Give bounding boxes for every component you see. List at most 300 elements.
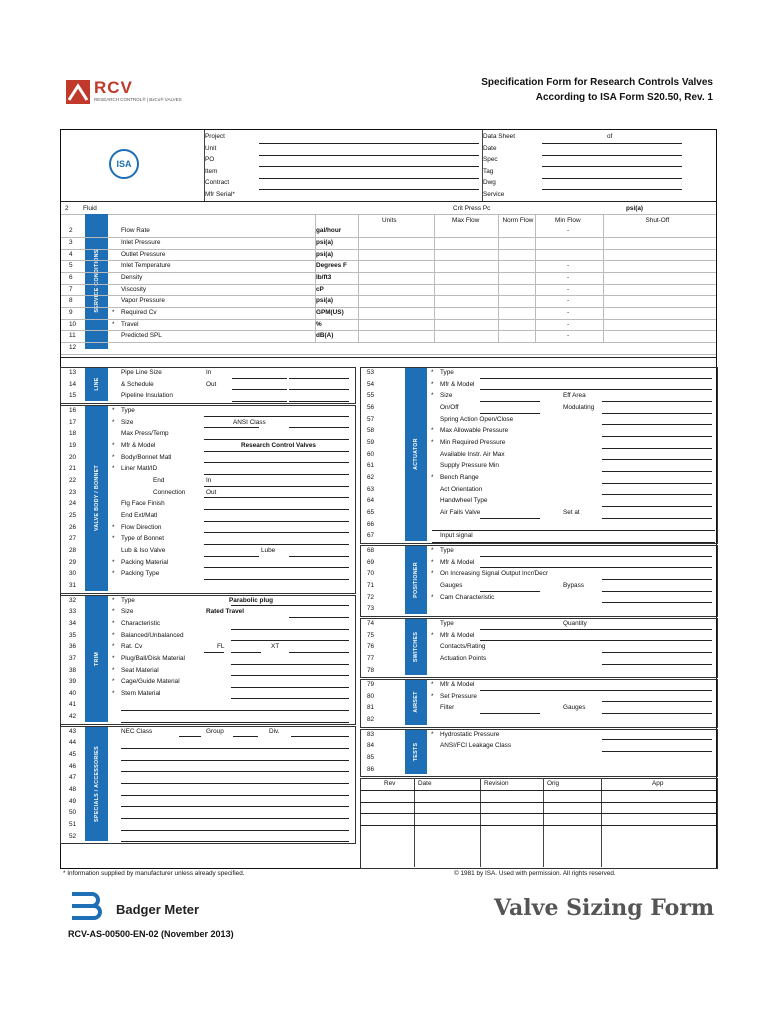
fill-line[interactable] <box>121 760 349 761</box>
shutoff-value: - <box>567 285 570 293</box>
fill-line[interactable] <box>231 652 261 653</box>
header-field-line[interactable] <box>259 189 479 190</box>
fill-line[interactable] <box>480 591 540 592</box>
row-number: 7 <box>69 285 73 293</box>
body-row-label: Type of Bonnet <box>121 535 164 543</box>
positioner-row-label: Mfr & Model <box>440 558 475 566</box>
row-number: 66 <box>367 520 375 528</box>
fill-line[interactable] <box>602 579 712 580</box>
revision-column-header: Revision <box>484 780 509 788</box>
specials-section-label: SPECIALS / ACCESSORIES <box>93 746 100 823</box>
fill-line[interactable] <box>121 748 349 749</box>
divider <box>434 214 435 342</box>
revision-column-header: App <box>652 780 664 788</box>
row-number: 53 <box>367 369 375 376</box>
row-number: 13 <box>69 369 77 376</box>
fill-line[interactable] <box>480 567 712 568</box>
fill-line[interactable] <box>432 530 715 531</box>
switches-row-label: Type <box>440 619 454 627</box>
service-row-label: Travel <box>121 320 139 328</box>
positioner-row-label: Cam Characteristic <box>440 593 495 601</box>
rcv-logo <box>66 78 186 106</box>
row-number: 49 <box>69 797 77 805</box>
of-label: of <box>607 133 613 140</box>
row-number: 75 <box>367 631 375 639</box>
manufacturer-asterisk: * <box>431 631 434 639</box>
fill-line[interactable] <box>121 841 349 842</box>
line-row-label: Pipe Line Size <box>121 369 162 376</box>
row-number: 31 <box>69 581 77 589</box>
fill-line[interactable] <box>602 506 712 507</box>
fill-line[interactable] <box>204 556 259 557</box>
header-field-line[interactable] <box>542 166 682 167</box>
fill-line[interactable] <box>602 751 712 752</box>
row-line[interactable] <box>61 342 716 343</box>
header-field-line[interactable] <box>542 143 682 144</box>
manufacturer-asterisk: * <box>112 465 115 473</box>
shutoff-value: - <box>567 332 570 340</box>
body-row-label: Size <box>121 418 134 426</box>
body-row-sublabel: In <box>206 476 212 484</box>
shutoff-value: - <box>567 273 570 281</box>
row-number: 65 <box>367 508 375 516</box>
fill-line[interactable] <box>602 664 712 665</box>
manufacturer-asterisk: * <box>112 418 115 426</box>
row-line[interactable] <box>61 307 716 308</box>
rcv-logo-subtext: RESEARCH CONTROL® | BxCo® VALVES <box>94 97 182 102</box>
manufacturer-asterisk: * <box>431 593 434 601</box>
row-number: 15 <box>69 392 77 400</box>
row-number: 12 <box>69 343 77 351</box>
header-field-line[interactable] <box>259 178 479 179</box>
service-row-unit: % <box>316 320 322 328</box>
positioner-section-label: POSITIONER <box>413 562 419 598</box>
manufacturer-asterisk: * <box>112 558 115 566</box>
rcv-logo-mark-icon <box>66 80 90 104</box>
row-number: 29 <box>69 558 77 566</box>
service-row-label: Outlet Pressure <box>121 250 166 258</box>
header-divider[interactable] <box>61 201 716 202</box>
fill-line[interactable] <box>289 617 349 618</box>
fill-line[interactable] <box>289 556 349 557</box>
trim-row-label: Stem Material <box>121 689 161 697</box>
fill-line[interactable] <box>204 567 349 568</box>
trim-row-label: Characteristic <box>121 619 161 627</box>
manufacturer-asterisk: * <box>431 546 434 554</box>
shutoff-value: - <box>567 262 570 270</box>
header-field-line[interactable] <box>259 155 479 156</box>
row-number: 86 <box>367 765 375 773</box>
switches-row-label: Contacts/Rating <box>440 643 486 651</box>
fill-line[interactable] <box>231 687 349 688</box>
body-section-label: VALVE BODY / BONNET <box>93 465 100 532</box>
fill-line[interactable] <box>121 783 349 784</box>
body-row-label: Packing Type <box>121 570 160 578</box>
fill-line[interactable] <box>480 640 712 641</box>
row-number: 20 <box>69 453 77 461</box>
row-number: 45 <box>69 751 77 759</box>
service-row-label: Viscosity <box>121 285 147 293</box>
fill-line[interactable] <box>289 427 349 428</box>
revision-row-line[interactable] <box>360 813 716 814</box>
header-field-label: Contract <box>205 179 230 186</box>
actuator-row-label: Act Orientation <box>440 485 483 493</box>
fill-line[interactable] <box>602 494 712 495</box>
row-number: 25 <box>69 511 77 519</box>
shutoff-value: - <box>567 227 570 235</box>
fill-line[interactable] <box>602 701 712 702</box>
airset-row-label: Set Pressure <box>440 692 477 700</box>
divider <box>543 778 544 867</box>
divider <box>204 130 205 201</box>
row-number: 3 <box>69 238 73 246</box>
row-number: 8 <box>69 297 73 305</box>
actuator-row-sublabel: Modulating <box>563 403 595 411</box>
divider <box>498 214 499 342</box>
row-line[interactable] <box>61 330 716 331</box>
row-line[interactable] <box>61 214 716 215</box>
line-row-sublabel: Out <box>206 380 217 388</box>
row-number: 17 <box>69 418 77 426</box>
revision-column-header: Rev <box>384 780 396 788</box>
specials-section <box>85 727 108 842</box>
fill-line[interactable] <box>480 401 540 402</box>
body-row-label: Max Press/Temp <box>121 430 169 438</box>
fill-line[interactable] <box>602 413 712 414</box>
row-number: 2 <box>65 205 69 212</box>
header-field-label: PO <box>205 156 215 163</box>
row-line[interactable] <box>61 295 716 296</box>
row-line[interactable] <box>61 249 716 250</box>
body-row-label: Body/Bonnet Matl <box>121 453 172 461</box>
div-label: Div. <box>269 727 280 735</box>
service-row-unit: psi(a) <box>316 238 334 246</box>
fill-line[interactable] <box>480 556 712 557</box>
fill-line[interactable] <box>602 602 712 603</box>
body-row-sublabel: Out <box>206 488 217 496</box>
switches-section-label: SWITCHES <box>413 631 419 663</box>
fill-line[interactable] <box>480 713 540 714</box>
row-number: 68 <box>367 546 375 554</box>
switches-row-label: Actuation Points <box>440 654 487 662</box>
service-row-label: Inlet Pressure <box>121 238 161 246</box>
row-number: 57 <box>367 415 375 423</box>
positioner-row-label: Gauges <box>440 581 463 589</box>
service-row-label: Inlet Temperature <box>121 262 171 270</box>
tests-section-label: TESTS <box>413 742 419 762</box>
row-number: 33 <box>69 608 77 616</box>
row-number: 81 <box>367 704 375 712</box>
fill-line[interactable] <box>231 640 349 641</box>
section-divider[interactable] <box>61 357 716 358</box>
manufacturer-asterisk: * <box>431 392 434 400</box>
manufacturer-asterisk: * <box>112 596 115 604</box>
manufacturer-asterisk: * <box>112 689 115 697</box>
service-row-unit: GPM(US) <box>316 308 344 316</box>
manufacturer-asterisk: * <box>112 678 115 686</box>
manufacturer-asterisk: * <box>112 535 115 543</box>
positioner-row-label: On Increasing Signal Output Incr/Decr <box>440 570 548 578</box>
header-field-label: Spec <box>483 156 498 163</box>
body-row-label: Liner Matl/ID <box>121 465 158 473</box>
revision-row-line[interactable] <box>360 802 716 803</box>
service-row-label: Vapor Pressure <box>121 297 165 305</box>
manufacturer-asterisk: * <box>112 643 115 651</box>
trim-row-label: Size <box>121 608 134 616</box>
fill-line[interactable] <box>432 542 715 543</box>
row-number: 30 <box>69 570 77 578</box>
copyright: © 1981 by ISA. Used with permission. All rights reserved. <box>454 870 616 877</box>
fill-line[interactable] <box>602 739 712 740</box>
service-conditions-section <box>85 214 108 349</box>
trim-row-label: Rat. Cv <box>121 643 143 651</box>
fill-line[interactable] <box>291 736 349 737</box>
fill-line[interactable] <box>233 736 258 737</box>
fill-line[interactable] <box>204 462 349 463</box>
fill-line[interactable] <box>602 471 712 472</box>
tests-section <box>405 730 427 775</box>
row-number: 41 <box>69 701 77 709</box>
form-title: Valve Sizing Form <box>494 895 715 921</box>
body-row-label: Mfr & Model <box>121 441 156 449</box>
actuator-row-label: Type <box>440 369 454 376</box>
manufacturer-asterisk: * <box>112 619 115 627</box>
revision-row-line[interactable] <box>360 790 716 791</box>
fill-line[interactable] <box>231 675 349 676</box>
actuator-row-label: Spring Action Open/Close <box>440 415 514 423</box>
line-row-sublabel: In <box>206 369 212 376</box>
fill-line[interactable] <box>231 629 349 630</box>
fill-line[interactable] <box>204 544 349 545</box>
service-conditions-section-label: SERVICE CONDITIONS <box>93 249 100 313</box>
body-row-label: Lub & Iso Valve <box>121 546 166 554</box>
trim-row-label: Type <box>121 596 135 604</box>
fill-line[interactable] <box>480 378 712 379</box>
fill-line[interactable] <box>480 413 540 414</box>
fill-line[interactable] <box>232 389 287 390</box>
fill-line[interactable] <box>121 771 349 772</box>
fill-line[interactable] <box>204 416 349 417</box>
fill-line[interactable] <box>602 518 712 519</box>
badger-meter-logo-icon <box>68 888 110 924</box>
revision-column-header: Date <box>418 780 432 788</box>
fill-line[interactable] <box>480 389 712 390</box>
header-field-label: Item <box>205 167 218 175</box>
fill-line[interactable] <box>602 424 712 425</box>
fill-line[interactable] <box>289 378 349 379</box>
column-header: Shut-Off <box>645 216 670 224</box>
document-number: RCV-AS-00500-EN-02 (November 2013) <box>68 929 234 939</box>
fill-line[interactable] <box>602 436 712 437</box>
row-line[interactable] <box>61 354 716 355</box>
shutoff-value: - <box>567 308 570 316</box>
fill-line[interactable] <box>289 389 349 390</box>
fill-line[interactable] <box>204 427 259 428</box>
row-number: 78 <box>367 666 375 674</box>
fill-line[interactable] <box>602 483 712 484</box>
fill-line[interactable] <box>204 652 224 653</box>
row-number: 76 <box>367 643 375 651</box>
crit-press-unit: psi(a) <box>626 205 644 212</box>
row-line[interactable] <box>61 237 716 238</box>
header-field-line[interactable] <box>542 189 682 190</box>
row-number: 24 <box>69 500 77 508</box>
body-row-sublabel: ANSI Class <box>233 418 266 426</box>
manufacturer-asterisk: * <box>431 558 434 566</box>
manufacturer-asterisk: * <box>431 730 434 738</box>
service-row-unit: Degrees F <box>316 262 347 270</box>
fill-line[interactable] <box>121 830 349 831</box>
row-number: 5 <box>69 262 73 270</box>
fill-line[interactable] <box>602 713 712 714</box>
fill-line[interactable] <box>602 652 712 653</box>
fill-line[interactable] <box>602 591 712 592</box>
fill-line[interactable] <box>480 518 540 519</box>
row-number: 51 <box>69 821 77 829</box>
xt-label: XT <box>271 643 280 651</box>
row-number: 16 <box>69 406 77 414</box>
title-line-1: Specification Form for Research Controls Valves <box>481 77 713 88</box>
fill-line[interactable] <box>480 629 712 630</box>
header-field-label: Service <box>483 190 505 198</box>
divider <box>480 778 481 867</box>
fill-line[interactable] <box>204 509 349 510</box>
row-number: 69 <box>367 558 375 566</box>
fill-line[interactable] <box>121 806 349 807</box>
row-line[interactable] <box>61 272 716 273</box>
service-row-unit: dB(A) <box>316 332 334 340</box>
fill-line[interactable] <box>204 579 349 580</box>
row-number: 42 <box>69 713 77 721</box>
row-number: 39 <box>69 678 77 686</box>
revision-row-line[interactable] <box>360 825 716 826</box>
trim-row-label: Seat Material <box>121 666 159 674</box>
row-number: 83 <box>367 730 375 738</box>
actuator-row-label: Handwheel Type <box>440 497 488 505</box>
fill-line[interactable] <box>204 532 349 533</box>
row-number: 61 <box>367 462 375 470</box>
fill-line[interactable] <box>121 795 349 796</box>
badger-meter-logo <box>68 888 218 924</box>
row-number: 44 <box>69 739 77 747</box>
body-row-label: End <box>153 476 165 484</box>
manufacturer-asterisk: * <box>112 608 115 616</box>
fill-line[interactable] <box>204 521 349 522</box>
row-line[interactable] <box>61 319 716 320</box>
service-row-unit: psi(a) <box>316 297 334 305</box>
isa-logo-icon <box>109 149 139 179</box>
row-number: 80 <box>367 692 375 700</box>
row-number: 32 <box>69 596 77 604</box>
row-number: 85 <box>367 754 375 762</box>
row-number: 46 <box>69 762 77 770</box>
specification-form <box>60 129 717 869</box>
divider <box>358 214 359 342</box>
fill-line[interactable] <box>232 378 287 379</box>
fill-line[interactable] <box>289 401 349 402</box>
switches-section <box>405 619 427 675</box>
actuator-row-label: Bench Range <box>440 473 479 481</box>
manufacturer-asterisk: * <box>431 570 434 578</box>
fill-line[interactable] <box>204 451 349 452</box>
header-field-line[interactable] <box>259 166 479 167</box>
body-row-label: Connection <box>153 488 186 496</box>
body-row-label: End Ext/Matl <box>121 511 158 519</box>
fill-line[interactable] <box>204 497 349 498</box>
fill-line[interactable] <box>231 664 349 665</box>
body-row-label: Type <box>121 406 135 414</box>
row-number: 48 <box>69 786 77 794</box>
fill-line[interactable] <box>204 474 349 475</box>
body-row-label: Packing Material <box>121 558 169 566</box>
revision-column-header: Orig <box>547 780 560 788</box>
row-number: 36 <box>69 643 77 651</box>
fill-line[interactable] <box>121 818 349 819</box>
row-number: 55 <box>367 392 375 400</box>
actuator-section <box>405 368 427 541</box>
fill-line[interactable] <box>289 652 349 653</box>
fill-line[interactable] <box>231 605 349 606</box>
shutoff-value: - <box>567 297 570 305</box>
airset-row-label: Filter <box>440 704 455 712</box>
row-line[interactable] <box>61 260 716 261</box>
airset-section-label: AIRSET <box>413 691 419 714</box>
fill-line[interactable] <box>121 710 349 711</box>
document-title <box>481 75 713 105</box>
actuator-row-label: Mfr & Model <box>440 380 475 388</box>
actuator-row-label: Min Required Pressure <box>440 438 506 446</box>
fill-line[interactable] <box>121 722 349 723</box>
service-row-unit: lb/ft3 <box>316 273 332 281</box>
service-row-unit: gal/hour <box>316 227 342 235</box>
fill-line[interactable] <box>602 459 712 460</box>
header-field-line[interactable] <box>542 178 682 179</box>
line-row-label: & Schedule <box>121 380 154 388</box>
header-field-label: Mfr Serial* <box>205 190 235 198</box>
shutoff-value: - <box>567 320 570 328</box>
fill-line[interactable] <box>602 448 712 449</box>
row-line[interactable] <box>61 284 716 285</box>
trim-row-label: Cage/Guide Material <box>121 678 180 686</box>
trim-row-value: Parabolic plug <box>229 596 274 604</box>
row-number: 58 <box>367 427 375 435</box>
fl-label: FL <box>217 643 225 651</box>
manufacturer-asterisk: * <box>431 692 434 700</box>
trim-section-label: TRIM <box>93 651 100 666</box>
header-field-label: Dwg <box>483 179 496 186</box>
row-number: 60 <box>367 450 375 458</box>
fill-line[interactable] <box>231 698 349 699</box>
fill-line[interactable] <box>232 401 287 402</box>
fill-line[interactable] <box>204 486 349 487</box>
fill-line[interactable] <box>204 439 349 440</box>
rcv-logo-text: RCV <box>94 78 133 97</box>
switches-row-sublabel: Quantity <box>563 619 587 627</box>
line-row-label: Pipeline Insulation <box>121 392 173 400</box>
manufacturer-asterisk: * <box>431 473 434 481</box>
fill-line[interactable] <box>602 401 712 402</box>
header-field-line[interactable] <box>259 143 479 144</box>
fill-line[interactable] <box>480 690 712 691</box>
manufacturer-asterisk: * <box>431 427 434 435</box>
manufacturer-asterisk: * <box>112 666 115 674</box>
row-number: 2 <box>69 227 73 235</box>
fill-line[interactable] <box>179 736 201 737</box>
header-field-line[interactable] <box>542 155 682 156</box>
header-field-label: Project <box>205 133 225 140</box>
actuator-row-sublabel: Eff Area <box>563 392 586 400</box>
row-number: 19 <box>69 441 77 449</box>
